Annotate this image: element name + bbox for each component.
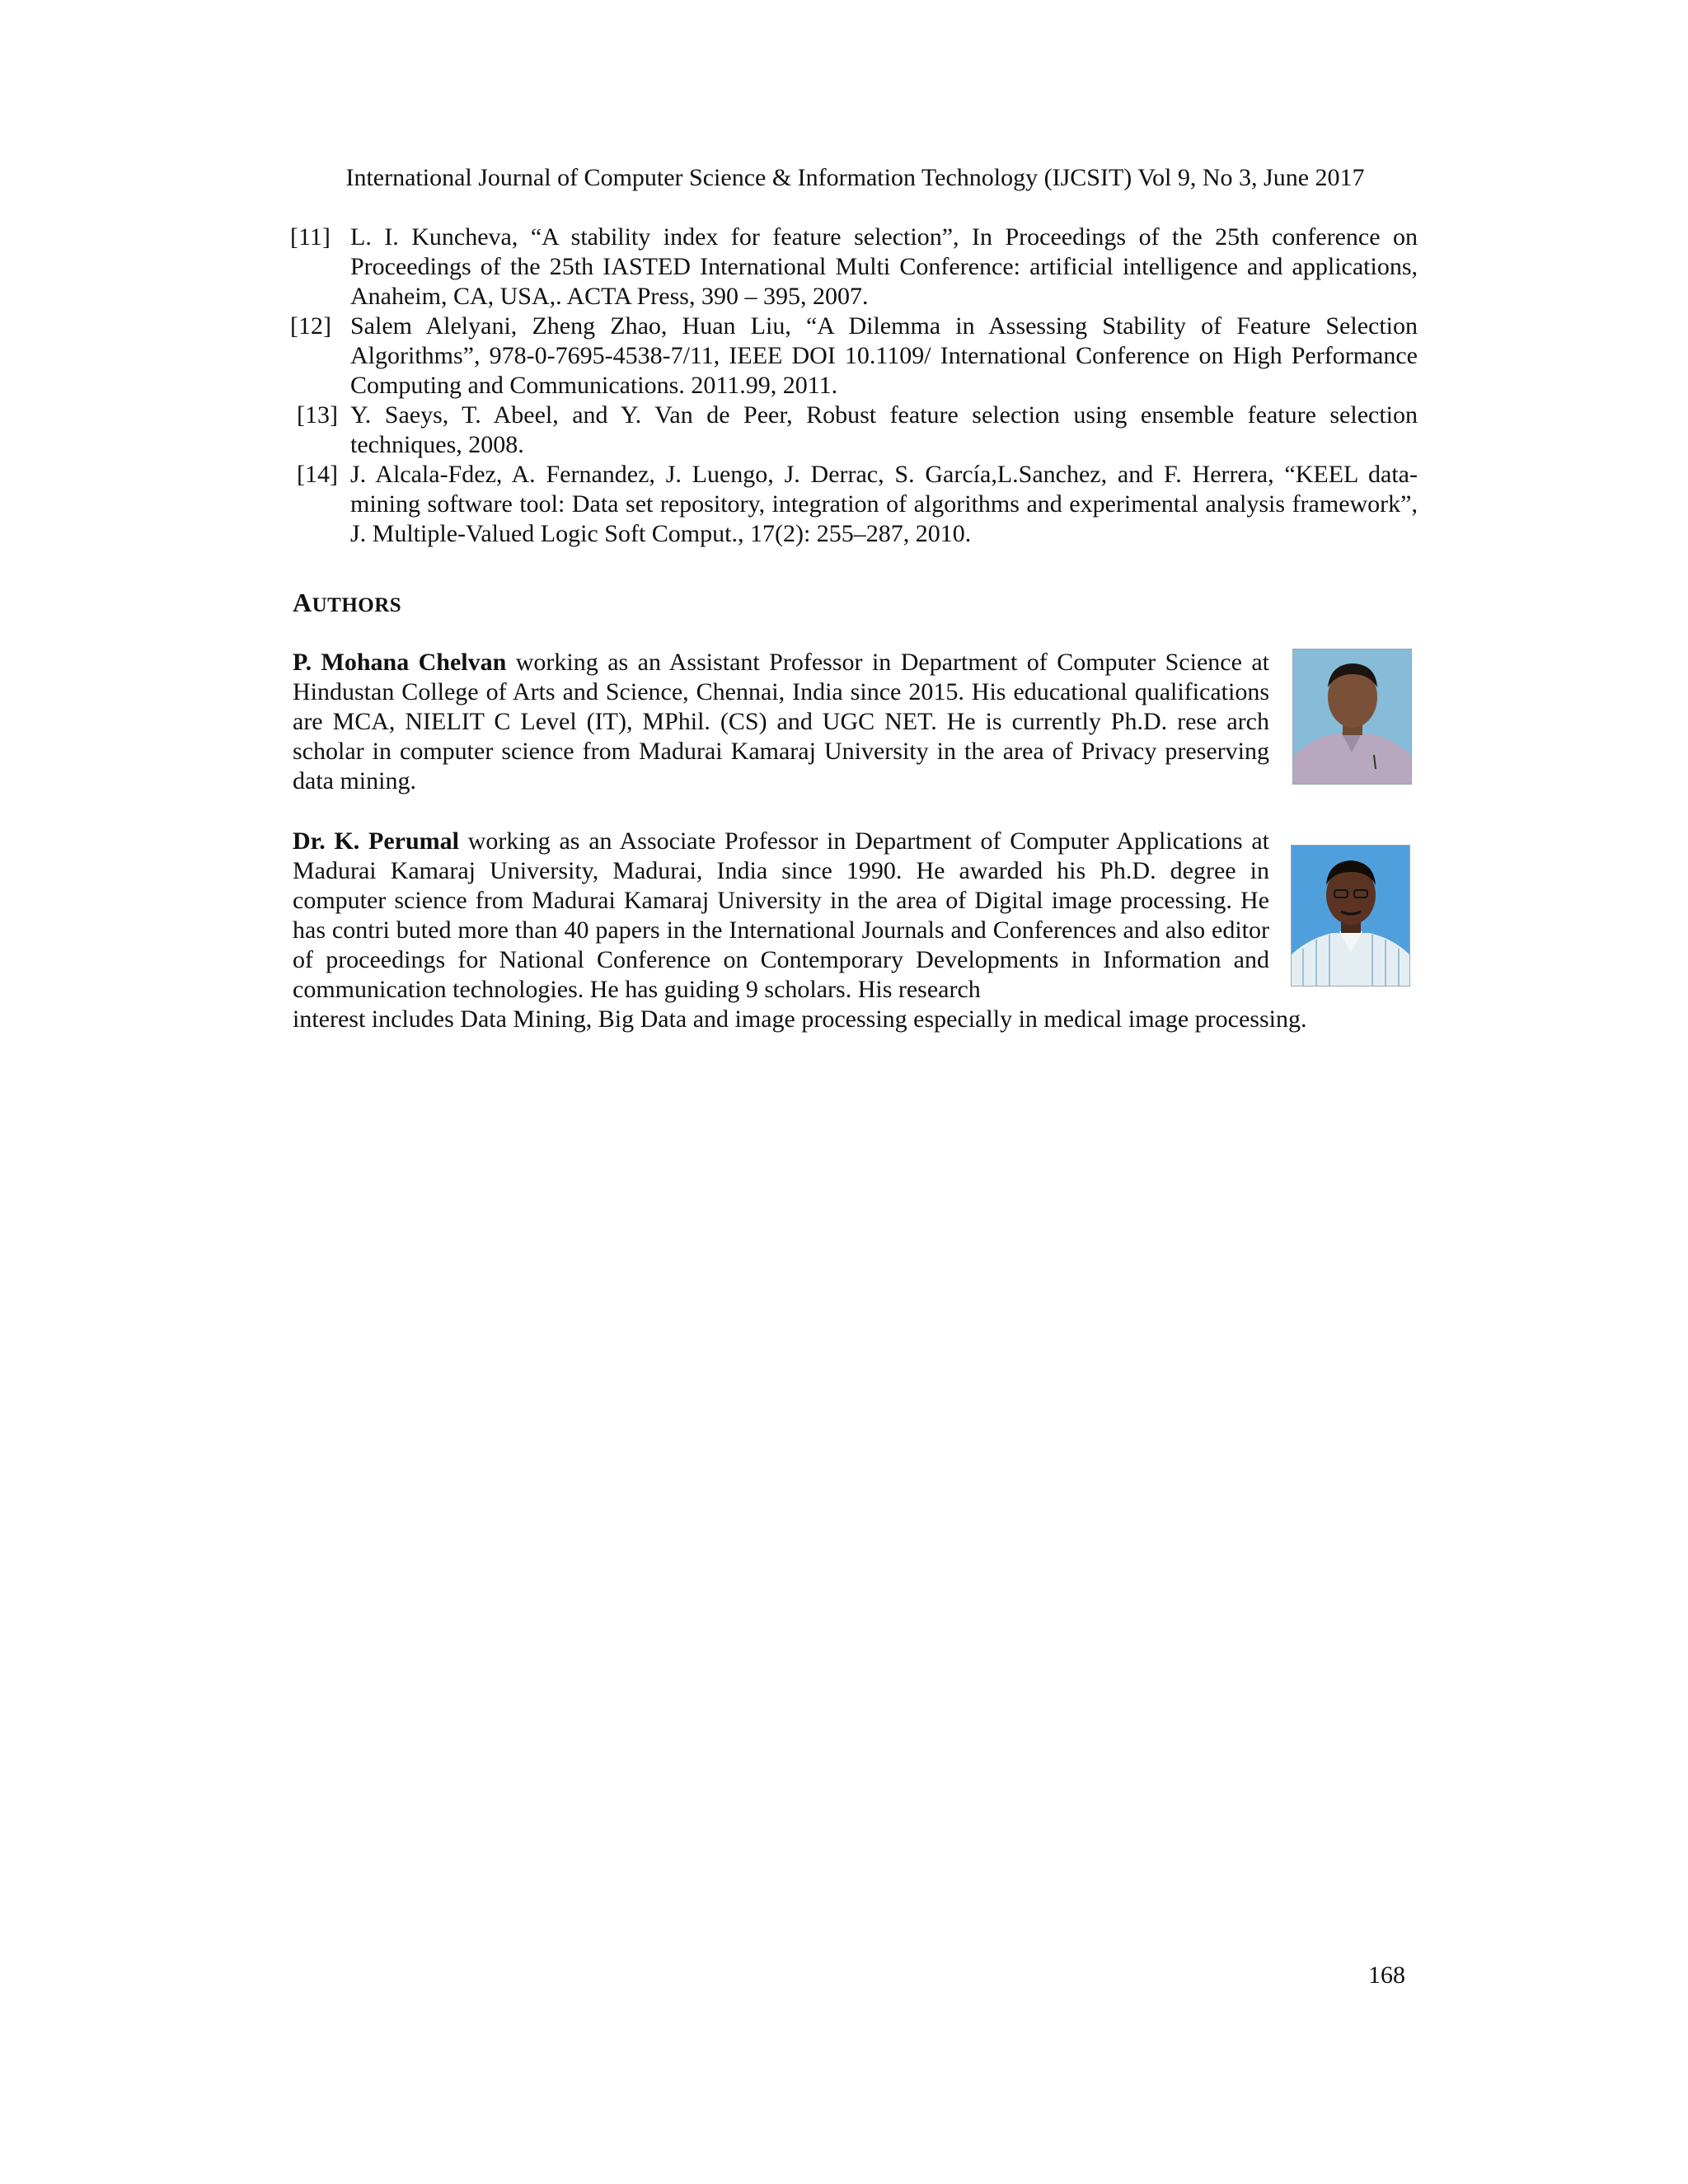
- reference-item: [290, 223, 1418, 312]
- authors-heading-initial: A: [293, 588, 312, 617]
- reference-item: [290, 460, 1418, 549]
- author-bio-last-line: interest includes Data Mining, Big Data and image processing especially in medical image processing.: [293, 1005, 1307, 1033]
- reference-number: [14]: [297, 461, 338, 488]
- reference-text: J. Alcala-Fdez, A. Fernandez, J. Luengo, J. Derrac, S. García,L.Sanchez, and F. Herrera, “KEEL data-mining software tool: Data set repository, integration of algorithms and experimental analysis framework”, J. Multiple-Valued Logic Soft Comput., 17(2): 255–287, 2010.: [350, 461, 1418, 547]
- author-photo: [1291, 845, 1410, 987]
- author-name: P. Mohana Chelvan: [293, 649, 507, 676]
- author-photo: [1292, 649, 1412, 785]
- reference-number: [12]: [290, 312, 331, 340]
- reference-text: Y. Saeys, T. Abeel, and Y. Van de Peer, Robust feature selection using ensemble feature selection techniques, 2008.: [350, 401, 1418, 458]
- author-bio-text: working as an Associate Professor in Department of Computer Applications at Madurai Kamaraj University, Madurai, India since 1990. He awarded his Ph.D. degree in computer science from Madurai Kamaraj University in the area of Digital image processing. He has contri buted more than 40 papers in the International Journals and Conferences and also editor of proceedings for National Conference on Contemporary Developments in Information and communication technologies. He has guiding 9 scholars. His research: [293, 827, 1269, 1003]
- author-name: Dr. K. Perumal: [293, 827, 460, 855]
- reference-list: [290, 223, 1418, 549]
- author-bio-text: working as an Assistant Professor in Department of Computer Science at Hindustan College of Arts and Science, Chennai, India since 2015. His educational qualifications are MCA, NIELIT C Level (IT), MPhil. (CS) and UGC NET. He is currently Ph.D. rese arch scholar in computer science from Madurai Kamaraj University in the area of Privacy preserving data mining.: [293, 649, 1269, 794]
- reference-item: [290, 312, 1418, 401]
- authors-heading: [293, 588, 401, 618]
- reference-text: Salem Alelyani, Zheng Zhao, Huan Liu, “A Dilemma in Assessing Stability of Feature Selection Algorithms”, 978-0-7695-4538-7/11, IEEE DOI 10.1109/ International Conference on High Performance Computing and Communications. 2011.99, 2011.: [350, 312, 1418, 399]
- author-photo-image: [1292, 846, 1409, 986]
- reference-number: [11]: [290, 223, 331, 251]
- author-bio: [293, 648, 1269, 796]
- author-bio: [293, 827, 1307, 1034]
- reference-number: [13]: [297, 401, 338, 429]
- authors-heading-rest: UTHORS: [312, 594, 402, 616]
- author-photo-image: [1293, 649, 1411, 784]
- reference-item: [290, 401, 1418, 460]
- reference-text: L. I. Kuncheva, “A stability index for feature selection”, In Proceedings of the 25th conference on Proceedings of the 25th IASTED International Multi Conference: artificial intelligence and applications, Anaheim, CA, USA,. ACTA Press, 390 – 395, 2007.: [350, 223, 1418, 310]
- journal-header: International Journal of Computer Science & Information Technology (IJCSIT) Vol 9, No 3, June 2017: [345, 164, 1365, 191]
- page-number: 168: [1368, 1961, 1405, 1989]
